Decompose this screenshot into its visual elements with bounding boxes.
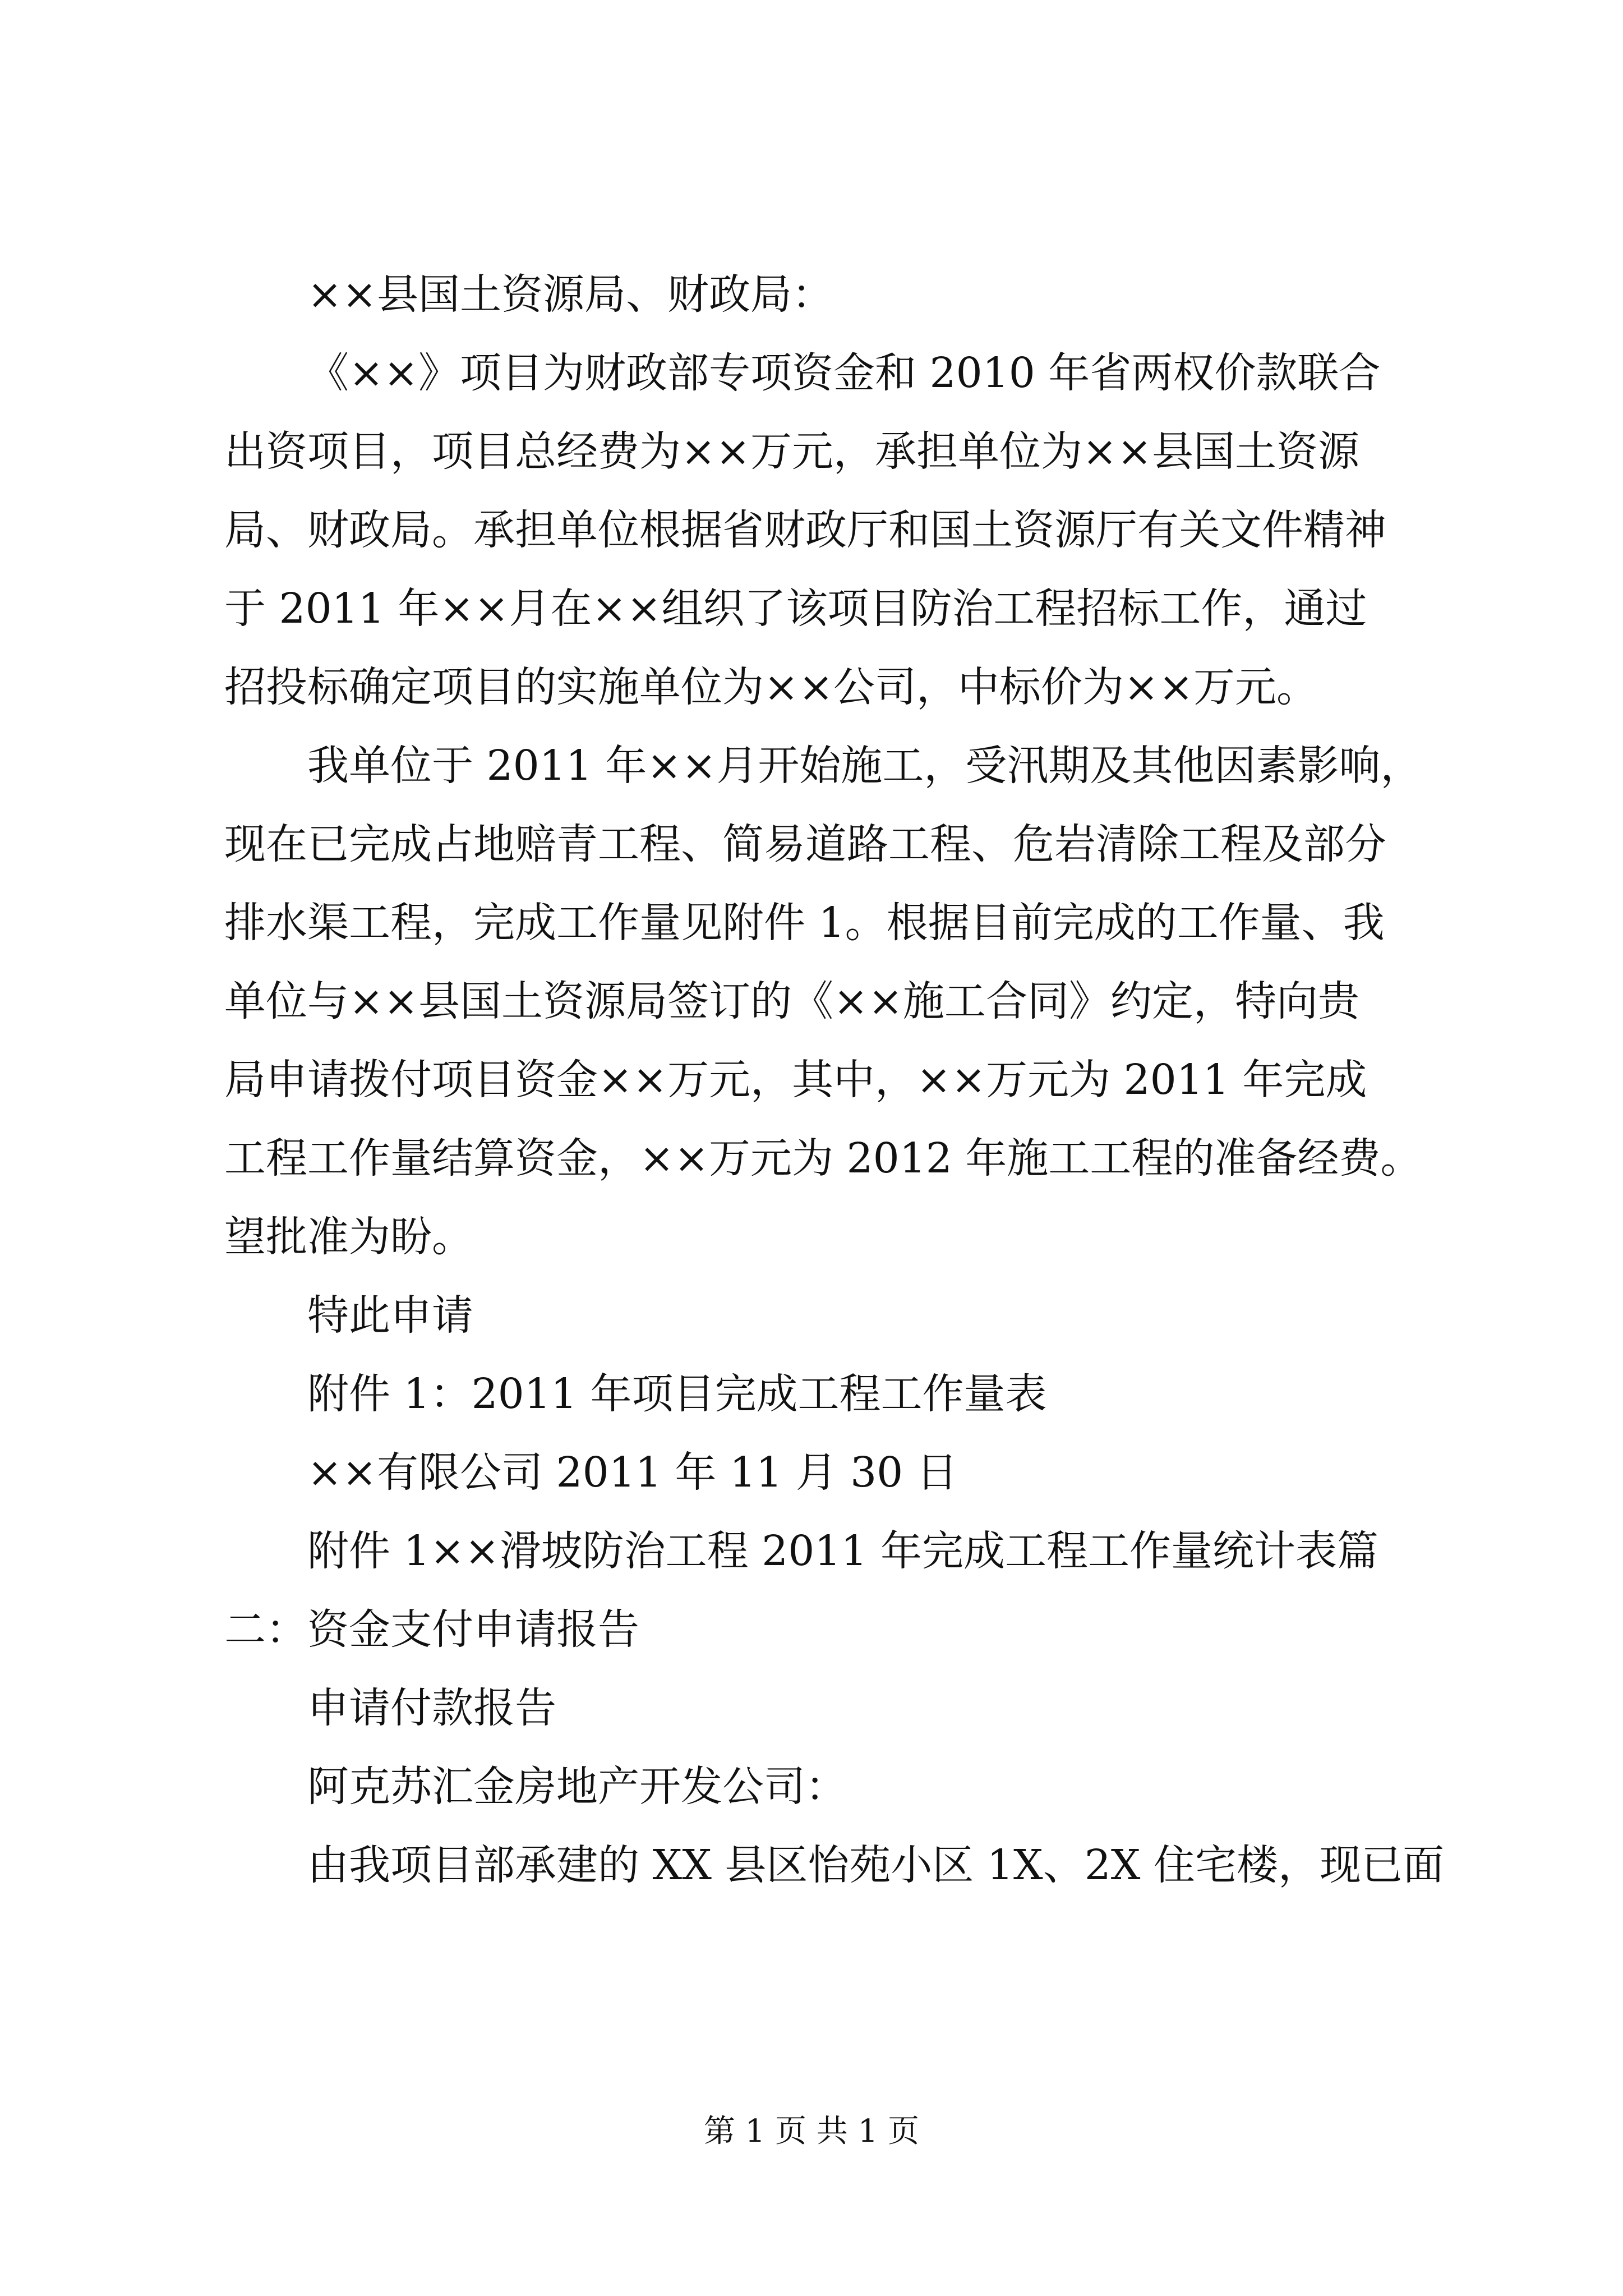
- text-line: 于 2011 年××月在××组织了该项目防治工程招标工作，通过: [224, 585, 1367, 633]
- text-line: ××县国土资源局、财政局：: [307, 270, 834, 319]
- text-line: 局、财政局。承担单位根据省财政厅和国土资源厅有关文件精神: [224, 506, 1386, 554]
- text-line: 排水渠工程，完成工作量见附件 1。根据目前完成的工作量、我: [224, 899, 1385, 947]
- text-line: 出资项目，项目总经费为××万元，承担单位为××县国土资源: [224, 427, 1360, 476]
- text-line: 《××》项目为财政部专项资金和 2010 年省两权价款联合: [307, 349, 1381, 397]
- text-line: 申请付款报告: [307, 1684, 556, 1732]
- text-line: 由我项目部承建的 XX 县区怡苑小区 1X、2X 住宅楼，现已面: [307, 1841, 1444, 1889]
- text-line: 阿克苏汇金房地产开发公司：: [307, 1763, 847, 1811]
- text-line: 单位与××县国土资源局签订的《××施工合同》约定，特向贵: [224, 977, 1360, 1025]
- text-line: 我单位于 2011 年××月开始施工，受汛期及其他因素影响，: [307, 742, 1422, 790]
- text-line: 现在已完成占地赔青工程、简易道路工程、危岩清除工程及部分: [224, 820, 1386, 868]
- text-line: 局申请拨付项目资金××万元，其中，××万元为 2011 年完成: [224, 1056, 1367, 1104]
- text-line: 望批准为盼。: [224, 1213, 473, 1261]
- text-line: 二：资金支付申请报告: [224, 1605, 639, 1654]
- text-line: 附件 1××滑坡防治工程 2011 年完成工程工作量统计表篇: [307, 1527, 1378, 1575]
- text-line: ××有限公司 2011 年 11 月 30 日: [307, 1448, 958, 1497]
- text-line: 附件 1：2011 年项目完成工程工作量表: [307, 1370, 1047, 1418]
- text-line: 特此申请: [307, 1291, 473, 1340]
- text-line: 工程工作量结算资金，××万元为 2012 年施工工程的准备经费。: [224, 1134, 1422, 1182]
- text-line: 招投标确定项目的实施单位为××公司，中标价为××万元。: [224, 663, 1318, 711]
- document-body: [224, 255, 1444, 1904]
- page-footer: 第 1 页 共 1 页: [703, 2113, 920, 2150]
